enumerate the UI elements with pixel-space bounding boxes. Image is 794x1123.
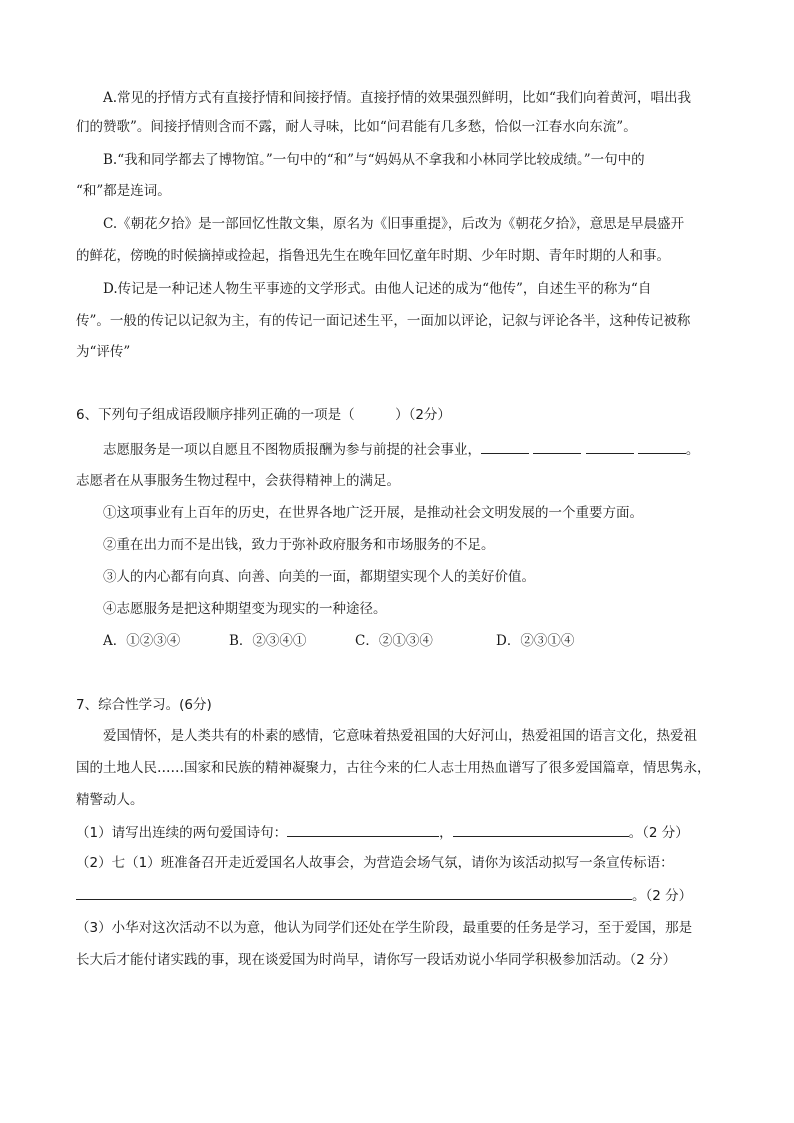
q5-option-d-line1: D.传记是一种记述人物生平事迹的文学形式。由他人记述的成为“他传”，自述生平的称为“自 [103, 281, 652, 297]
q6-blank-2[interactable] [533, 439, 581, 454]
q6-passage-text: 志愿服务是一项以自愿且不图物质报酬为参与前提的社会事业， [103, 442, 481, 458]
q5-option-c-line1: C.《朝花夕拾》是一部回忆性散文集，原名为《旧事重提》，后改为《朝花夕拾》，意思是早晨盛开 [103, 216, 685, 232]
q6-choice-a[interactable]: A．①②③④ [103, 633, 181, 649]
q6-sentence-1: ①这项事业有上百年的历史，在世界各地广泛开展，是推动社会文明发展的一个重要方面。 [103, 505, 643, 521]
q6-blank-4[interactable] [638, 439, 686, 454]
q7-passage-line1: 爱国情怀，是人类共有的朴素的感情，它意味着热爱祖国的大好河山，热爱祖国的语言文化，热爱祖 [103, 728, 697, 744]
q7-part2-line2 [76, 885, 692, 906]
q7-part2-blank[interactable] [76, 885, 632, 900]
q6-choice-b[interactable]: B．②③④① [229, 633, 307, 649]
q7-title: 7、综合性学习。(6分) [76, 697, 212, 713]
q7-part1-end: 。（2 分） [628, 825, 689, 841]
q5-option-a-line1: A.常见的抒情方式有直接抒情和间接抒情。直接抒情的效果强烈鲜明，比如“我们向着黄河，唱出我 [103, 90, 691, 106]
q7-part2-line1: （2）七（1）班准备召开走近爱国名人故事会，为营造会场气氛，请你为该活动拟写一条宣传标语： [76, 855, 674, 871]
q6-choice-c[interactable]: C．②①③④ [355, 633, 433, 649]
q7-passage-line2: 国的土地人民……国家和民族的精神凝聚力，古往今来的仁人志士用热血谱写了很多爱国篇章，情思隽永， [76, 760, 711, 776]
q6-title: 6、下列句子组成语段顺序排列正确的一项是（ ）（2分） [76, 407, 451, 423]
q5-option-a-line2: 们的赞歌”。间接抒情则含而不露，耐人寻味，比如“问君能有几多愁，恰似一江春水向东流”。 [76, 119, 637, 135]
q6-passage-end: 。 [685, 442, 700, 458]
q7-part1-label: （1）请写出连续的两句爱国诗句： [76, 825, 288, 841]
q7-part3-line1: （3）小华对这次活动不以为意，他认为同学们还处在学生阶段，最重要的任务是学习，至于爱国，那是 [76, 920, 693, 936]
q7-part1-blank-1[interactable] [287, 822, 439, 837]
q7-part2-end: 。（2 分） [632, 888, 693, 904]
q7-part3-line2: 长大后才能付诸实践的事，现在谈爱国为时尚早，请你写一段话劝说小华同学积极参加活动。（2 分） [76, 952, 677, 968]
q7-part1 [76, 822, 689, 843]
q6-passage-line2: 志愿者在从事服务生物过程中，会获得精神上的满足。 [76, 473, 400, 489]
q5-option-b-line1: B.“我和同学都去了博物馆。”一句中的“和”与“妈妈从不拿我和小林同学比较成绩。”一句中的 [103, 152, 645, 168]
q6-sentence-2: ②重在出力而不是出钱，致力于弥补政府服务和市场服务的不足。 [103, 537, 495, 553]
q5-option-c-line2: 的鲜花，傍晚的时候摘掉或捡起，指鲁迅先生在晚年回忆童年时期、少年时期、青年时期的人和事。 [76, 248, 670, 264]
q6-sentence-3: ③人的内心都有向真、向善、向美的一面，都期望实现个人的美好价值。 [103, 569, 535, 585]
q6-passage-line1 [103, 439, 699, 460]
q5-option-d-line2: 传”。一般的传记以记叙为主，有的传记一面记述生平，一面加以评论，记叙与评论各半，这种传记被称 [76, 313, 691, 329]
q6-sentence-4: ④志愿服务是把这种期望变为现实的一种途径。 [103, 601, 387, 617]
q6-choice-d[interactable]: D．②③①④ [496, 633, 575, 649]
q5-option-d-line3: 为“评传” [76, 344, 131, 360]
q7-part1-comma: ， [439, 825, 453, 841]
q7-passage-line3: 精警动人。 [76, 792, 144, 808]
q6-blank-3[interactable] [586, 439, 634, 454]
q5-option-b-line2: “和”都是连词。 [76, 183, 171, 199]
q6-blank-1[interactable] [481, 439, 529, 454]
q7-part1-blank-2[interactable] [453, 822, 629, 837]
